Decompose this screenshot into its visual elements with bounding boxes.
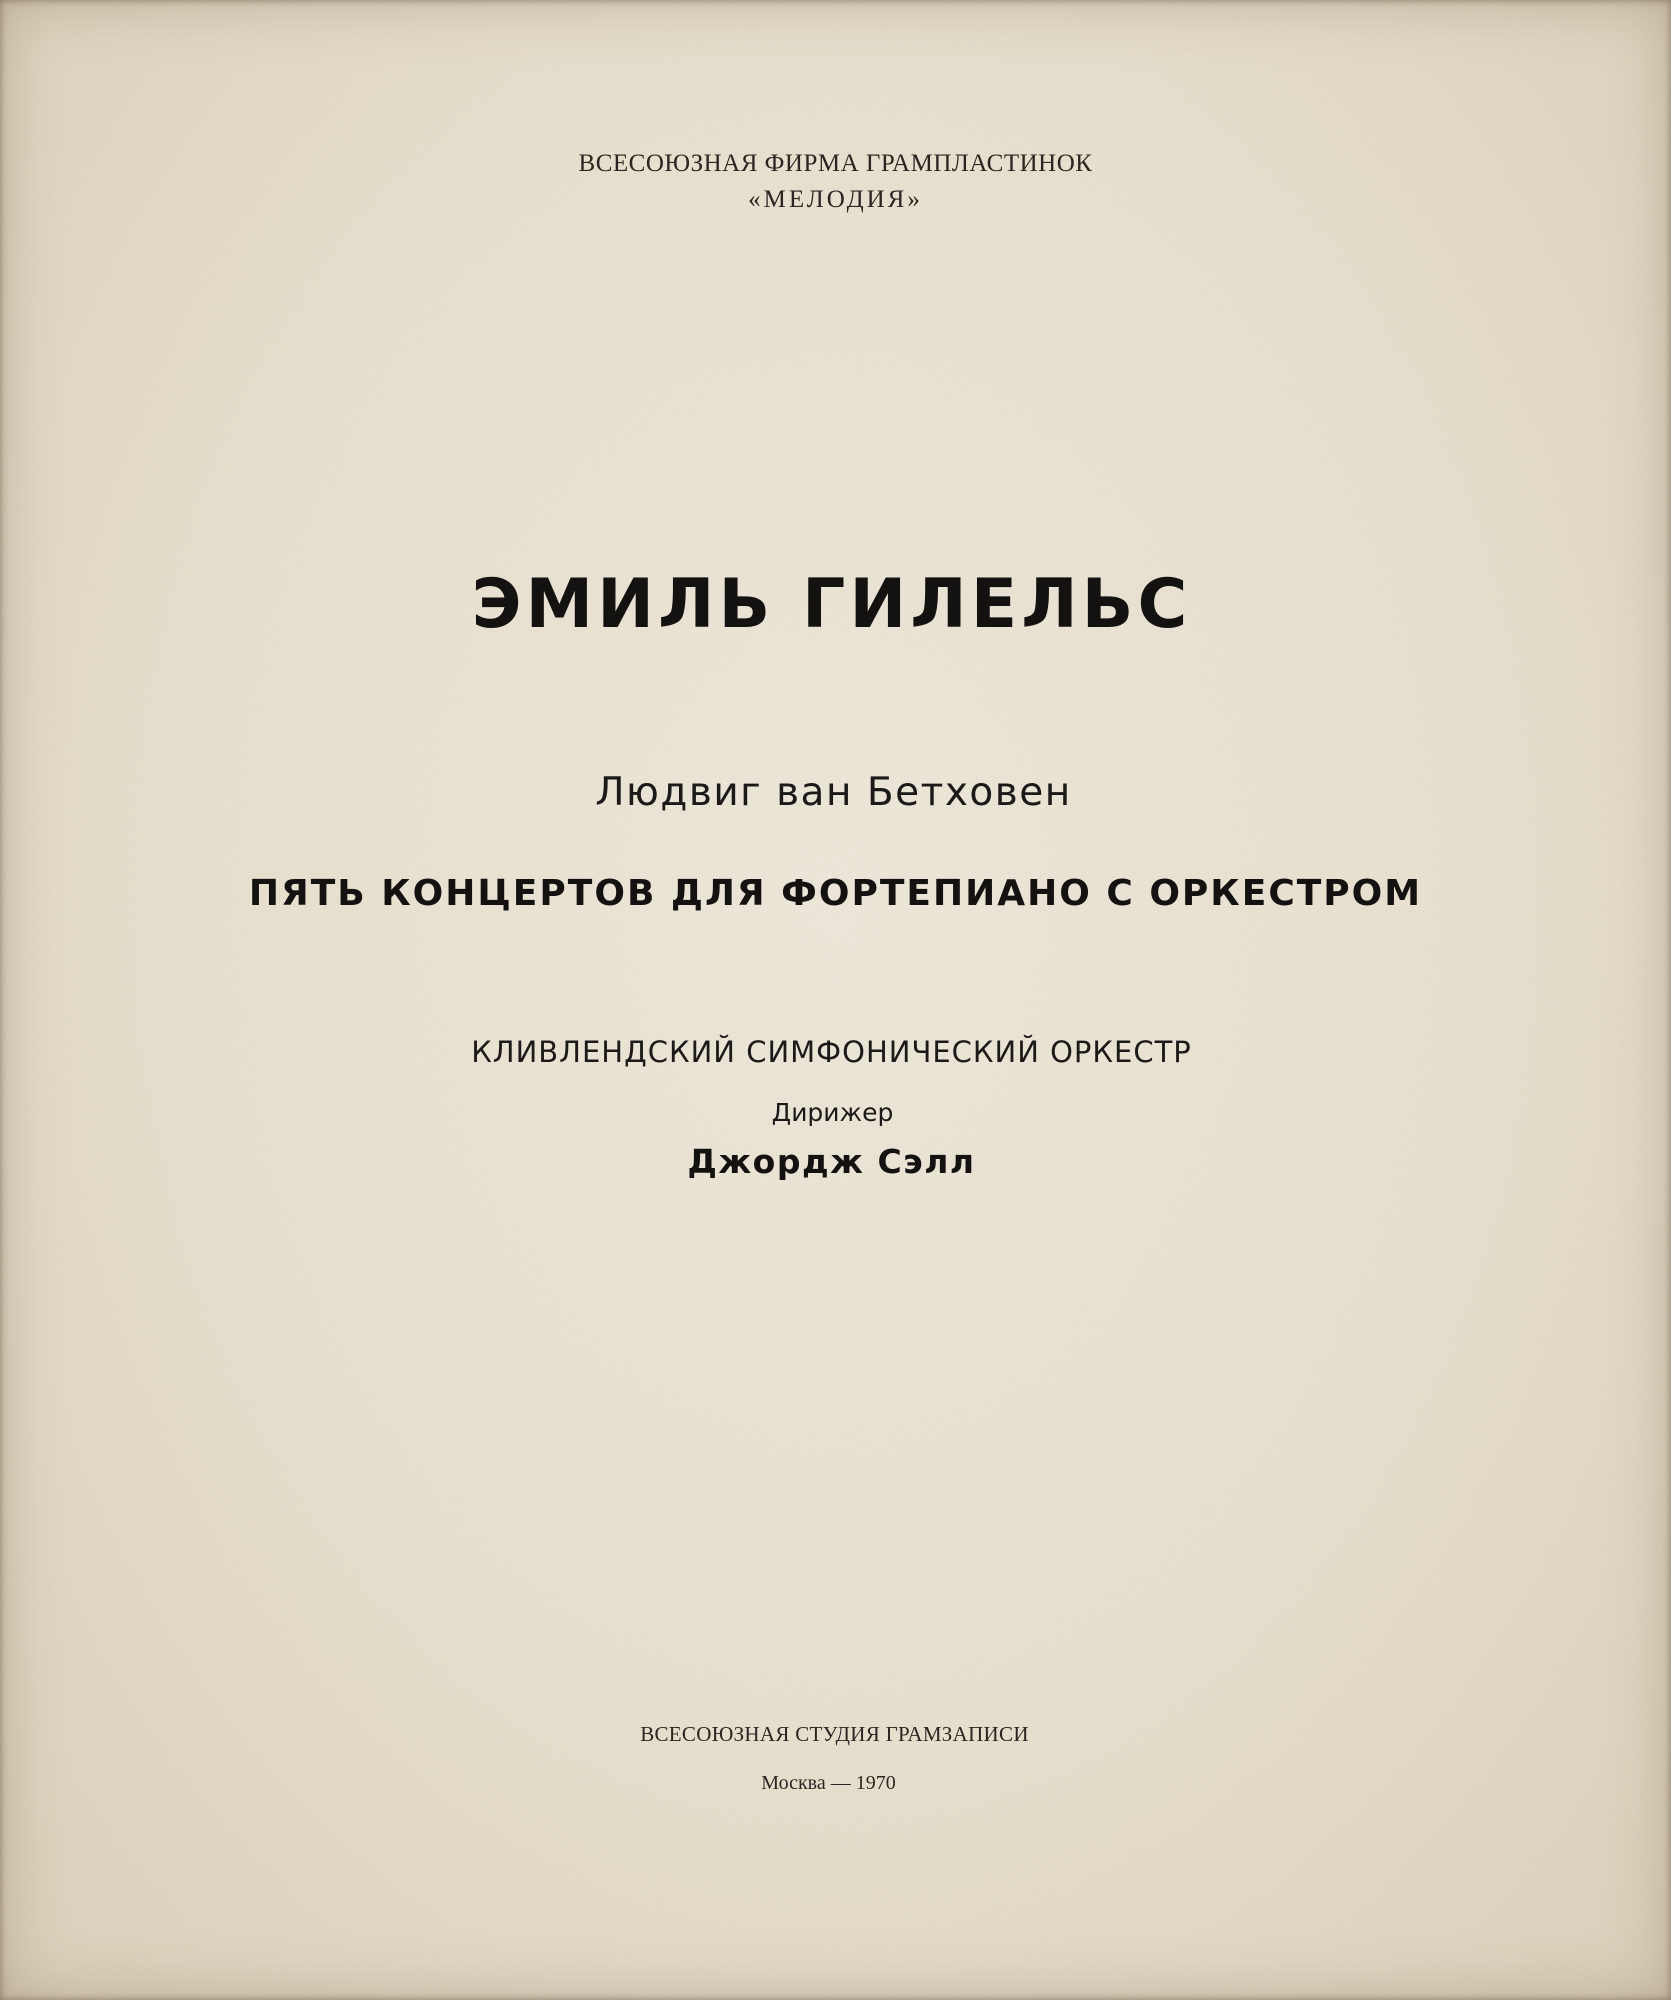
studio-name: ВСЕСОЮЗНАЯ СТУДИЯ ГРАМЗАПИСИ [640, 1722, 1029, 1746]
orchestra-name: КЛИВЛЕНДСКИЙ СИМФОНИЧЕСКИЙ ОРКЕСТР [471, 1035, 1192, 1069]
conductor-name: Джордж Сэлл [687, 1142, 976, 1181]
performer-name: ЭМИЛЬ ГИЛЕЛЬС [471, 565, 1192, 644]
publisher-line-1: ВСЕСОЮЗНАЯ ФИРМА ГРАМПЛАСТИНОК [578, 150, 1093, 177]
place-and-year: Москва — 1970 [761, 1772, 896, 1794]
publisher-line-2: «МЕЛОДИЯ» [748, 186, 923, 213]
composer-name: Людвиг ван Бетховен [595, 770, 1072, 815]
conductor-role: Дирижер [771, 1098, 894, 1127]
work-title: ПЯТЬ КОНЦЕРТОВ ДЛЯ ФОРТЕПИАНО С ОРКЕСТРОМ [248, 873, 1423, 914]
